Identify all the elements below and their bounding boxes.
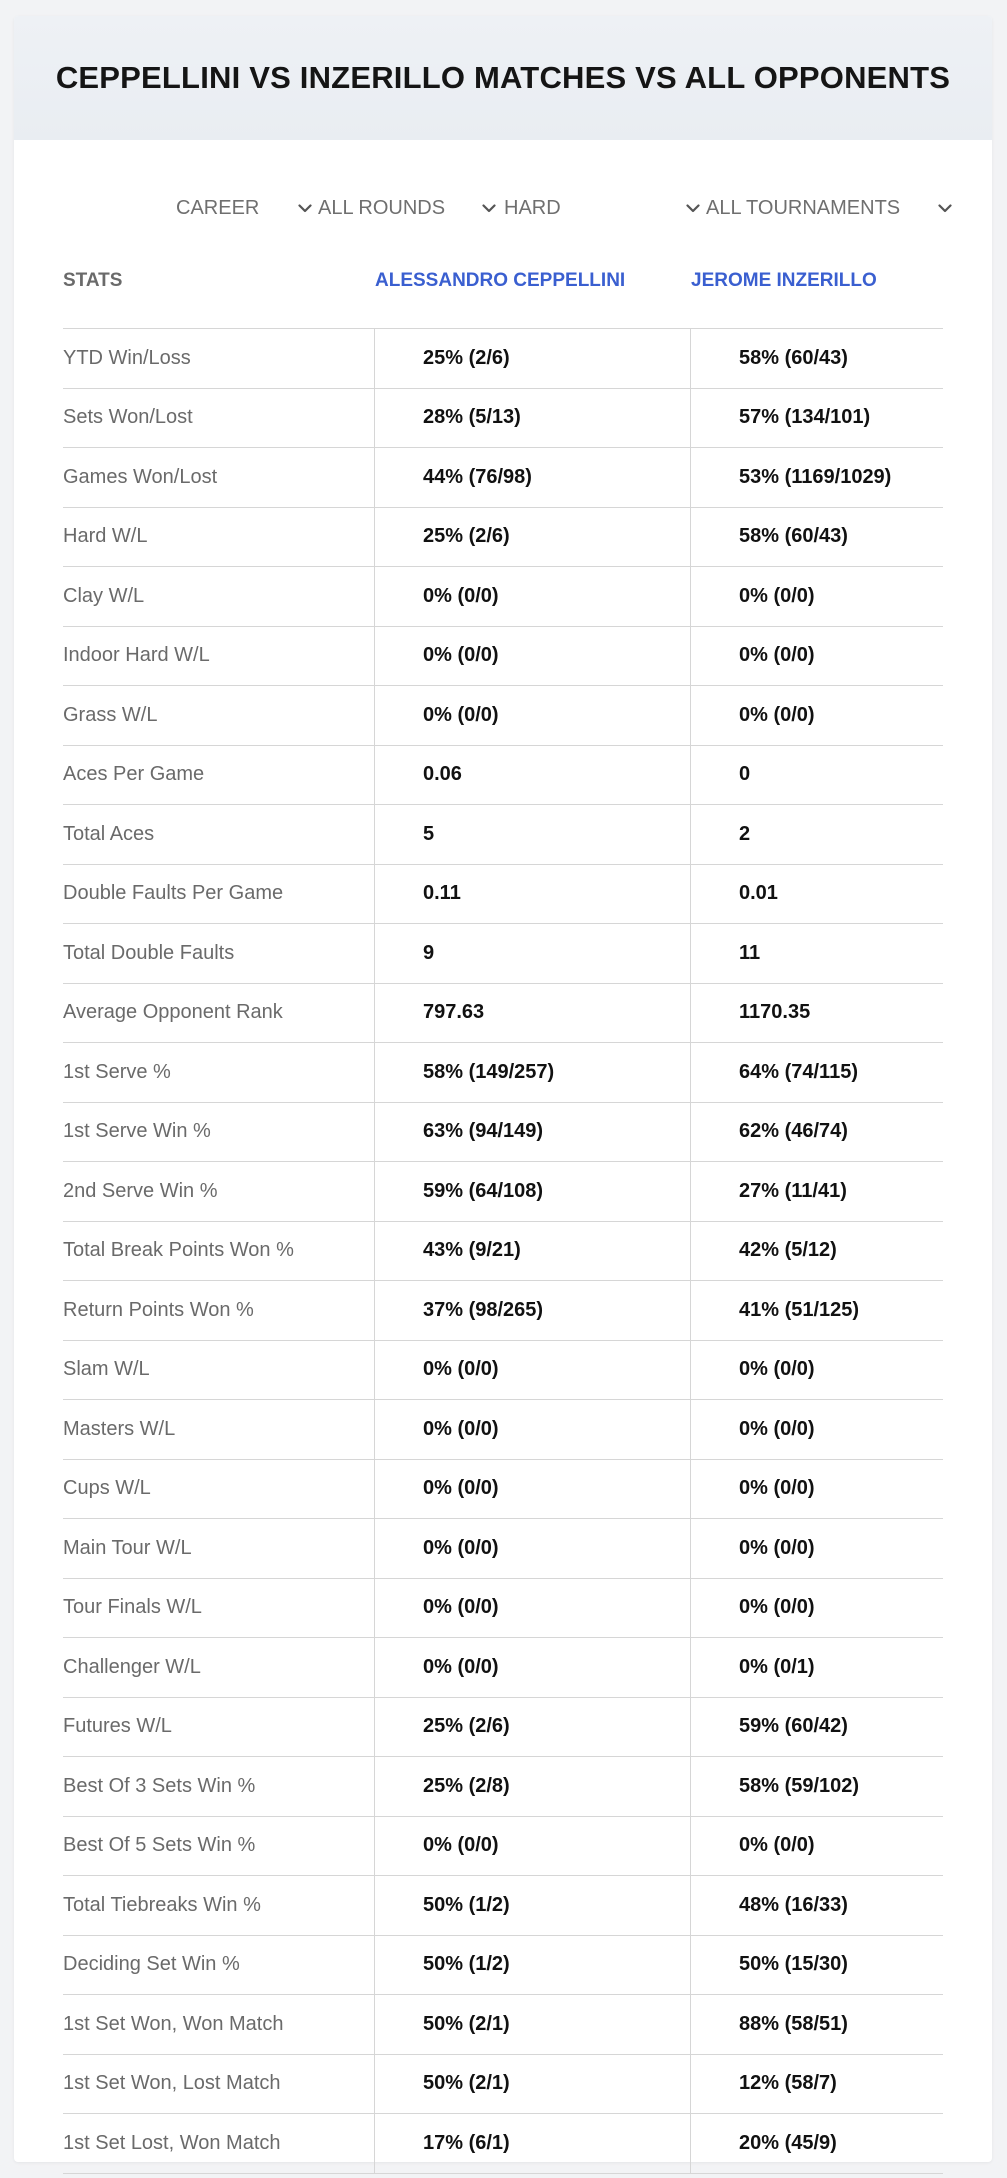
chevron-down-icon xyxy=(298,201,312,215)
player2-value: 0% (0/0) xyxy=(739,1417,815,1440)
player1-value: 0% (0/0) xyxy=(423,1536,499,1559)
player2-value: 62% (46/74) xyxy=(739,1120,848,1143)
table-row xyxy=(63,1162,943,1222)
player1-value: 797.63 xyxy=(423,1001,485,1024)
player2-value: 0.01 xyxy=(739,882,778,905)
stat-label: Aces Per Game xyxy=(63,763,205,786)
surface-select-value: HARD xyxy=(504,196,561,219)
player2-value: 2 xyxy=(739,822,751,845)
stat-label: 1st Serve Win % xyxy=(63,1120,211,1143)
player2-value: 0% (0/0) xyxy=(739,1834,815,1857)
stat-label: Tour Finals W/L xyxy=(63,1596,202,1619)
player2-value: 64% (74/115) xyxy=(739,1060,858,1083)
player1-value: 0% (0/0) xyxy=(423,1834,499,1857)
stat-label: 2nd Serve Win % xyxy=(63,1179,218,1202)
table-row xyxy=(63,865,943,925)
stat-label: YTD Win/Loss xyxy=(63,346,191,369)
player2-value: 1170.35 xyxy=(739,1001,811,1024)
player2-value: 48% (16/33) xyxy=(739,1893,848,1916)
player2-value: 0% (0/0) xyxy=(739,1596,815,1619)
stat-label: 1st Set Won, Won Match xyxy=(63,2012,284,2035)
stat-label: Average Opponent Rank xyxy=(63,1001,283,1024)
table-row xyxy=(63,1995,943,2055)
player1-value: 25% (2/6) xyxy=(423,1715,510,1738)
table-row xyxy=(63,448,943,508)
player2-value: 59% (60/42) xyxy=(739,1715,848,1738)
player2-value: 88% (58/51) xyxy=(739,2012,848,2035)
table-row xyxy=(63,1400,943,1460)
table-row xyxy=(63,389,943,449)
player2-value: 50% (15/30) xyxy=(739,1953,848,1976)
tournaments-select-value: ALL TOURNAMENTS xyxy=(706,196,901,219)
player2-value: 58% (60/43) xyxy=(739,346,848,369)
player2-value: 53% (1169/1029) xyxy=(739,465,892,488)
player1-value: 50% (2/1) xyxy=(423,2072,510,2095)
player1-value: 0% (0/0) xyxy=(423,1655,499,1678)
stat-label: Double Faults Per Game xyxy=(63,882,284,905)
player2-value: 11 xyxy=(739,941,761,964)
stat-label: 1st Set Won, Lost Match xyxy=(63,2072,281,2095)
player2-value: 0% (0/0) xyxy=(739,703,815,726)
table-row xyxy=(63,1043,943,1103)
player1-value: 0.11 xyxy=(423,882,461,905)
stat-label: 1st Serve % xyxy=(63,1060,171,1083)
player2-value: 58% (60/43) xyxy=(739,525,848,548)
stat-label: Grass W/L xyxy=(63,703,158,726)
table-header xyxy=(63,248,943,329)
table-row xyxy=(63,686,943,746)
stat-label: Games Won/Lost xyxy=(63,465,218,488)
stat-label: Main Tour W/L xyxy=(63,1536,192,1559)
player1-value: 5 xyxy=(423,822,435,845)
tournaments-select[interactable] xyxy=(706,188,952,228)
player1-value: 25% (2/6) xyxy=(423,525,510,548)
player2-value: 27% (11/41) xyxy=(739,1179,847,1202)
player1-value: 25% (2/6) xyxy=(423,346,510,369)
stat-label: Total Double Faults xyxy=(63,941,235,964)
table-row xyxy=(63,1579,943,1639)
period-select-value: CAREER xyxy=(176,196,260,219)
stat-label: 1st Set Lost, Won Match xyxy=(63,2131,281,2154)
table-row xyxy=(63,1817,943,1877)
table-row xyxy=(63,1341,943,1401)
stats-column-header: STATS xyxy=(63,270,123,291)
table-row xyxy=(63,1876,943,1936)
table-row xyxy=(63,805,943,865)
table-row xyxy=(63,627,943,687)
stat-label: Total Aces xyxy=(63,822,155,845)
table-row xyxy=(63,1757,943,1817)
player2-value: 0 xyxy=(739,763,751,786)
table-row xyxy=(63,1281,943,1341)
rounds-select-value: ALL ROUNDS xyxy=(318,196,446,219)
player2-value: 0% (0/0) xyxy=(739,1358,815,1381)
player2-value: 12% (58/7) xyxy=(739,2072,837,2095)
player1-value: 58% (149/257) xyxy=(423,1060,555,1083)
player1-value: 0% (0/0) xyxy=(423,584,499,607)
stat-label: Masters W/L xyxy=(63,1417,176,1440)
table-row xyxy=(63,1222,943,1282)
stat-label: Deciding Set Win % xyxy=(63,1953,240,1976)
table-row xyxy=(63,2055,943,2115)
player1-value: 50% (1/2) xyxy=(423,1893,510,1916)
player1-value: 63% (94/149) xyxy=(423,1120,544,1143)
stat-label: Clay W/L xyxy=(63,584,145,607)
table-row xyxy=(63,1103,943,1163)
table-row xyxy=(63,2114,943,2174)
player1-value: 25% (2/8) xyxy=(423,1774,510,1797)
player2-value: 0% (0/0) xyxy=(739,1536,815,1559)
stat-label: Total Break Points Won % xyxy=(63,1239,294,1262)
player2-value: 0% (0/1) xyxy=(739,1655,815,1678)
player2-value: 57% (134/101) xyxy=(739,406,871,429)
table-row xyxy=(63,1519,943,1579)
player1-value: 28% (5/13) xyxy=(423,406,521,429)
player1-value: 0% (0/0) xyxy=(423,1477,499,1500)
player1-value: 43% (9/21) xyxy=(423,1239,521,1262)
player1-value: 44% (76/98) xyxy=(423,465,532,488)
table-row xyxy=(63,1638,943,1698)
rounds-select[interactable] xyxy=(318,188,496,228)
stats-table xyxy=(63,248,943,2174)
stat-label: Best Of 5 Sets Win % xyxy=(63,1834,256,1857)
stat-label: Challenger W/L xyxy=(63,1655,201,1678)
player1-value: 37% (98/265) xyxy=(423,1298,544,1321)
chevron-down-icon xyxy=(938,201,952,215)
stat-label: Total Tiebreaks Win % xyxy=(63,1893,261,1916)
table-row xyxy=(63,329,943,389)
chevron-down-icon xyxy=(482,201,496,215)
player1-column-header[interactable]: ALESSANDRO CEPPELLINI xyxy=(375,270,626,291)
player2-value: 41% (51/125) xyxy=(739,1298,860,1321)
stat-label: Cups W/L xyxy=(63,1477,151,1500)
stat-label: Sets Won/Lost xyxy=(63,406,193,429)
card-header xyxy=(14,16,992,140)
player2-column-header[interactable]: JEROME INZERILLO xyxy=(691,270,877,291)
stat-label: Return Points Won % xyxy=(63,1298,254,1321)
player2-value: 0% (0/0) xyxy=(739,584,815,607)
table-row xyxy=(63,924,943,984)
surface-select[interactable] xyxy=(504,188,700,228)
chevron-down-icon xyxy=(686,201,700,215)
player2-value: 0% (0/0) xyxy=(739,1477,815,1500)
player1-value: 0.06 xyxy=(423,763,462,786)
player1-value: 17% (6/1) xyxy=(423,2131,510,2154)
stat-label: Slam W/L xyxy=(63,1358,150,1381)
player2-value: 58% (59/102) xyxy=(739,1774,860,1797)
table-row xyxy=(63,508,943,568)
player1-value: 0% (0/0) xyxy=(423,1596,499,1619)
stat-label: Best Of 3 Sets Win % xyxy=(63,1774,256,1797)
player1-value: 50% (1/2) xyxy=(423,1953,510,1976)
player1-value: 0% (0/0) xyxy=(423,703,499,726)
player1-value: 9 xyxy=(423,941,435,964)
player1-value: 50% (2/1) xyxy=(423,2012,510,2035)
table-row xyxy=(63,1460,943,1520)
player1-value: 59% (64/108) xyxy=(423,1179,544,1202)
stat-label: Indoor Hard W/L xyxy=(63,644,210,667)
player1-value: 0% (0/0) xyxy=(423,1358,499,1381)
stat-label: Futures W/L xyxy=(63,1715,172,1738)
page-title: CEPPELLINI VS INZERILLO MATCHES VS ALL OPPONENTS xyxy=(55,60,951,95)
table-row xyxy=(63,1936,943,1996)
player2-value: 42% (5/12) xyxy=(739,1239,837,1262)
player1-value: 0% (0/0) xyxy=(423,1417,499,1440)
table-row xyxy=(63,1698,943,1758)
filter-bar xyxy=(14,188,992,228)
table-body xyxy=(63,329,943,2174)
table-row xyxy=(63,984,943,1044)
player2-value: 20% (45/9) xyxy=(739,2131,837,2154)
stats-card xyxy=(14,16,992,2162)
player2-value: 0% (0/0) xyxy=(739,644,815,667)
stat-label: Hard W/L xyxy=(63,525,148,548)
period-select[interactable] xyxy=(176,188,312,228)
table-row xyxy=(63,746,943,806)
player1-value: 0% (0/0) xyxy=(423,644,499,667)
table-row xyxy=(63,567,943,627)
